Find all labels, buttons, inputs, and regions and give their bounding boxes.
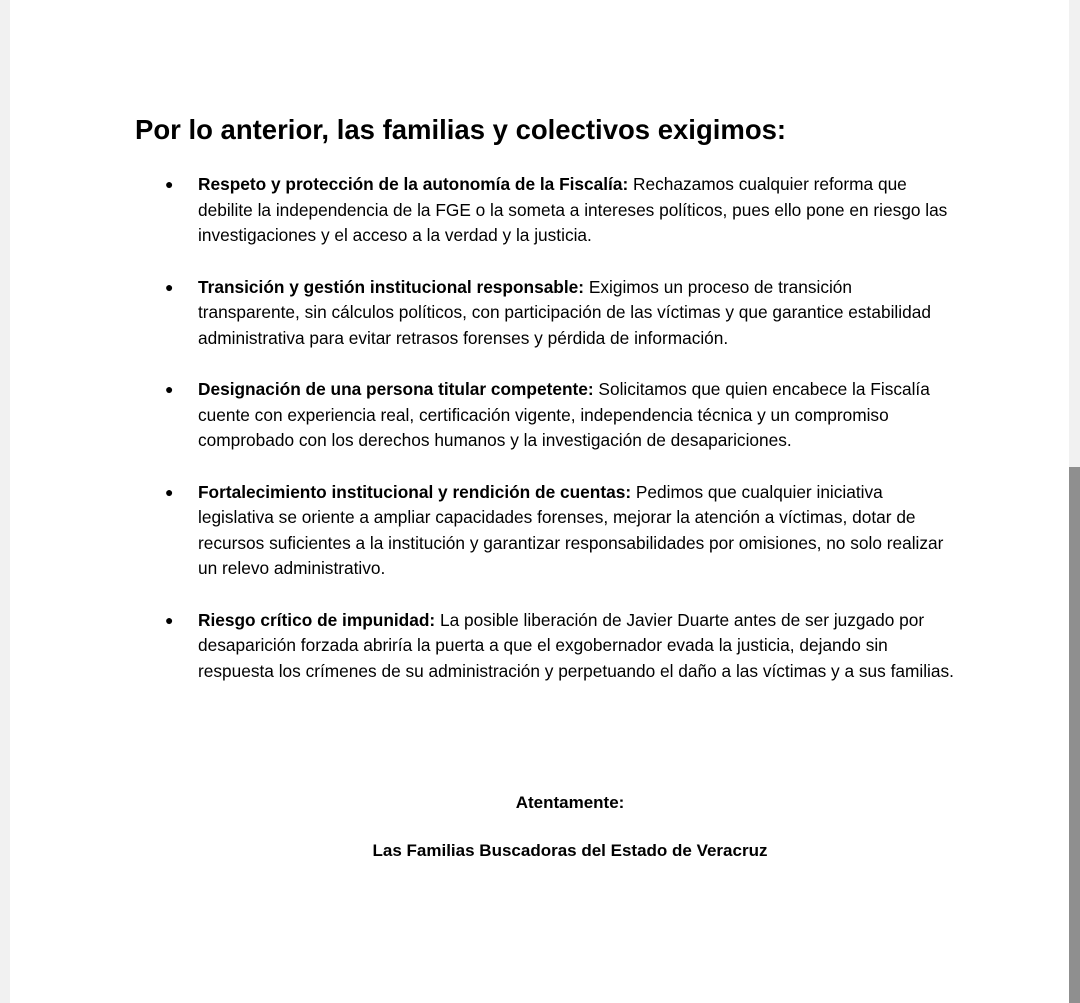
list-item xyxy=(165,608,955,685)
bullet-icon: ● xyxy=(165,176,174,192)
list-item xyxy=(165,172,955,249)
left-gutter xyxy=(0,0,10,1003)
closing-text: Atentamente: xyxy=(515,793,625,812)
bullet-icon: ● xyxy=(165,381,174,397)
demand-title: Transición y gestión institucional responsable: xyxy=(198,276,585,297)
list-item xyxy=(165,275,955,352)
demand-text: Solicitamos que quien encabece la Fiscalía cuente con experiencia real, certificación vigente, independencia técnica y un compromiso comprobado con los derechos humanos y la investigación de desapariciones. xyxy=(198,379,930,450)
demand-text: Pedimos que cualquier iniciativa legislativa se oriente a ampliar capacidades forenses, mejorar la atención a víctimas, dotar de recursos suficientes a la institución y garantizar responsabilidades por omisiones, no solo realizar un relevo administrativo. xyxy=(198,481,944,578)
demands-list xyxy=(165,172,955,710)
demand-title: Riesgo crítico de impunidad: xyxy=(198,609,436,630)
demand-text: Exigimos un proceso de transición transparente, sin cálculos políticos, con participación de las víctimas y que garantice estabilidad administrativa para evitar retrasos forenses y pérdida de información. xyxy=(198,276,931,348)
demand-title: Designación de una persona titular competente: xyxy=(198,379,594,399)
signature-text: Las Familias Buscadoras del Estado de Veracruz xyxy=(372,841,768,860)
bullet-icon: ● xyxy=(165,483,174,500)
bullet-icon: ● xyxy=(165,278,174,295)
demand-title: Respeto y protección de la autonomía de la Fiscalía: xyxy=(198,174,629,194)
list-item xyxy=(165,480,955,582)
page-heading: Por lo anterior, las familias y colectivos exigimos: xyxy=(135,114,787,145)
scrollbar-thumb[interactable] xyxy=(1069,467,1080,1003)
bullet-icon: ● xyxy=(165,611,174,628)
demand-text: La posible liberación de Javier Duarte antes de ser juzgado por desaparición forzada abriría la puerta a que el exgobernador evada la justicia, dejando sin respuesta los crímenes de su administración y perpetuando el daño a las víctimas y a sus familias. xyxy=(198,609,954,681)
demand-title: Fortalecimiento institucional y rendición de cuentas: xyxy=(198,481,632,502)
list-item xyxy=(165,377,955,454)
demand-text: Rechazamos cualquier reforma que debilite la independencia de la FGE o la someta a intereses políticos, pues ello pone en riesgo las investigaciones y el acceso a la verdad y la justicia. xyxy=(198,174,948,245)
